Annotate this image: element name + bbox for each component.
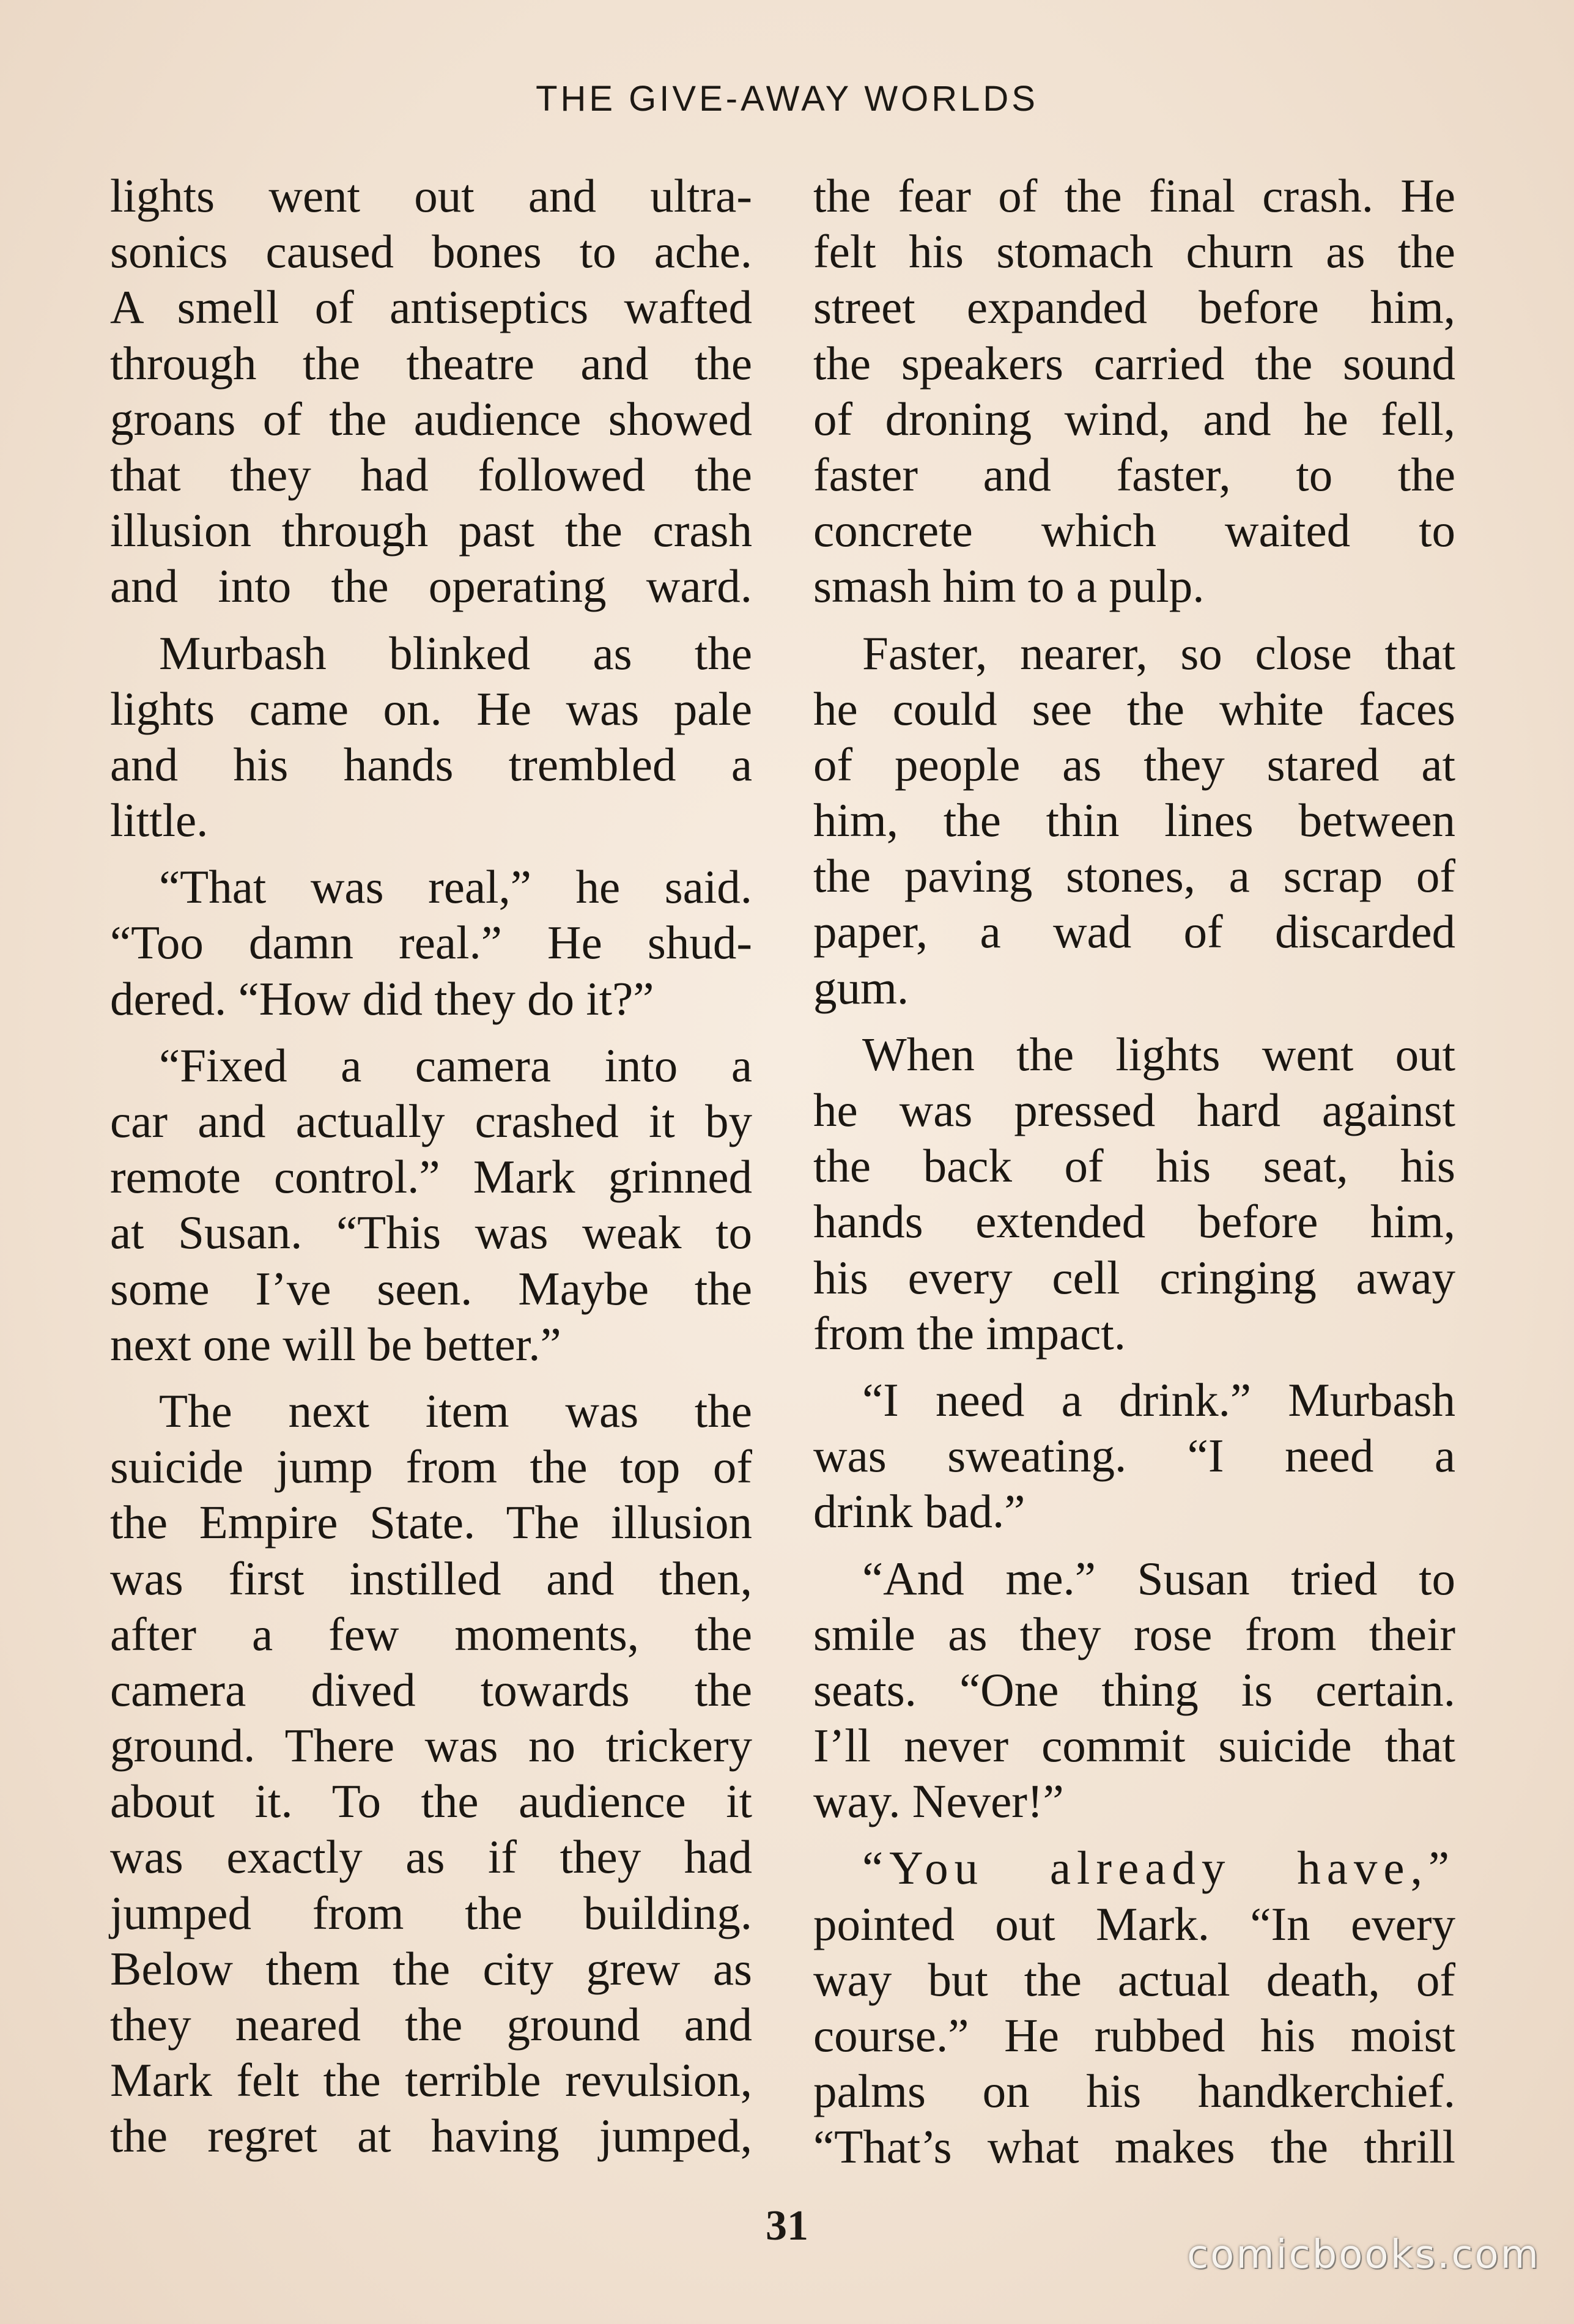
text-line: felt his stomach churn as the [813,225,1455,278]
text-line: and into the operating ward. [110,560,752,613]
watermark: comicbooks.com [1186,2232,1540,2278]
paragraph [110,1038,752,1372]
page-number: 31 [766,2202,808,2249]
paragraph [813,1840,1455,2175]
text-line: that they had followed the [110,448,752,501]
text-line: was sweating. “I need a [813,1429,1455,1482]
running-title: THE GIVE-AWAY WORLDS [536,79,1038,119]
text-line: “Too damn real.” He shud- [110,916,752,969]
text-line: he could see the white faces [813,682,1455,735]
text-line: way but the actual death, of [813,1953,1455,2006]
text-line: way. Never!” [813,1775,1064,1828]
text-line: groans of the audience showed [110,392,752,445]
text-line: I’ll never commit suicide that [813,1719,1455,1772]
text-line: at Susan. “This was weak to [110,1206,752,1259]
text-line: was first instilled and then, [110,1552,752,1605]
text-line: “You already have,” [862,1841,1455,1895]
text-line: from the impact. [813,1306,1126,1360]
text-line: smile as they rose from their [813,1607,1455,1660]
left-column [110,168,752,2175]
text-line: Mark felt the terrible revulsion, [110,2054,752,2107]
text-line: next one will be better.” [110,1317,561,1371]
text-line: of droning wind, and he fell, [813,392,1455,445]
text-line: his every cell cringing away [813,1251,1455,1304]
text-line: A smell of antiseptics wafted [110,281,752,334]
text-line: was exactly as if they had [110,1830,752,1884]
text-line: “Fixed a camera into a [159,1038,752,1092]
text-line: the regret at having jumped, [110,2109,752,2163]
text-line: illusion through past the crash [110,504,752,557]
text-line: lights came on. He was pale [110,682,752,735]
text-line: course.” He rubbed his moist [813,2009,1455,2062]
text-line: When the lights went out [862,1027,1455,1081]
text-line: sonics caused bones to ache. [110,225,752,278]
text-line: street expanded before him, [813,281,1455,334]
text-line: paper, a wad of discarded [813,905,1455,958]
text-line: of people as they stared at [813,738,1455,791]
text-line: Murbash blinked as the [159,626,752,679]
text-line: little. [110,794,209,847]
text-line: concrete which waited to [813,504,1455,557]
text-line: he was pressed hard against [813,1084,1455,1136]
text-line: “That was real,” he said. [159,860,752,914]
text-line: “That’s what makes the thrill [813,2120,1455,2174]
text-line: the Empire State. The illusion [110,1496,752,1549]
text-line: some I’ve seen. Maybe the [110,1262,752,1315]
text-line: pointed out Mark. “In every [813,1897,1455,1950]
paragraph [110,626,752,849]
text-line: faster and faster, to the [813,448,1455,501]
text-line: camera dived towards the [110,1663,752,1716]
text-line: Faster, nearer, so close that [862,626,1455,679]
text-line: “And me.” Susan tried to [862,1552,1455,1605]
text-line: ground. There was no trickery [110,1719,752,1772]
text-line: dered. “How did they do it?” [110,972,654,1025]
paragraph [813,626,1455,1016]
text-line: the fear of the final crash. He [813,169,1455,222]
text-line: remote control.” Mark grinned [110,1150,752,1204]
paragraph [110,168,752,615]
paragraph [813,1027,1455,1361]
text-line: The next item was the [159,1384,752,1437]
text-line: the paving stones, a scrap of [813,849,1455,903]
text-line: palms on his handkerchief. [813,2065,1455,2118]
text-line: and his hands trembled a [110,738,752,791]
paragraph [813,1551,1455,1830]
paragraph [110,1383,752,2164]
text-line: him, the thin lines between [813,794,1455,847]
text-line: suicide jump from the top of [110,1440,752,1493]
text-line: jumped from the building. [110,1886,752,1939]
text-line: gum. [813,961,909,1014]
text-line: they neared the ground and [110,1998,752,2051]
text-line: through the theatre and the [110,336,752,390]
text-line: after a few moments, the [110,1607,752,1660]
text-line: the back of his seat, his [813,1139,1455,1193]
text-line: about it. To the audience it [110,1775,752,1828]
text-line: drink bad.” [813,1485,1025,1538]
paragraph [813,1372,1455,1540]
text-line: the speakers carried the sound [813,336,1455,390]
paragraph [110,859,752,1027]
text-line: hands extended before him, [813,1195,1455,1248]
paragraph [813,168,1455,615]
text-line: seats. “One thing is certain. [813,1663,1455,1716]
text-line: smash him to a pulp. [813,560,1205,613]
text-line: lights went out and ultra- [110,169,752,222]
text-line: “I need a drink.” Murbash [862,1373,1455,1426]
text-line: car and actually crashed it by [110,1095,752,1147]
text-line: Below them the city grew as [110,1942,752,1995]
right-column [813,168,1455,2186]
